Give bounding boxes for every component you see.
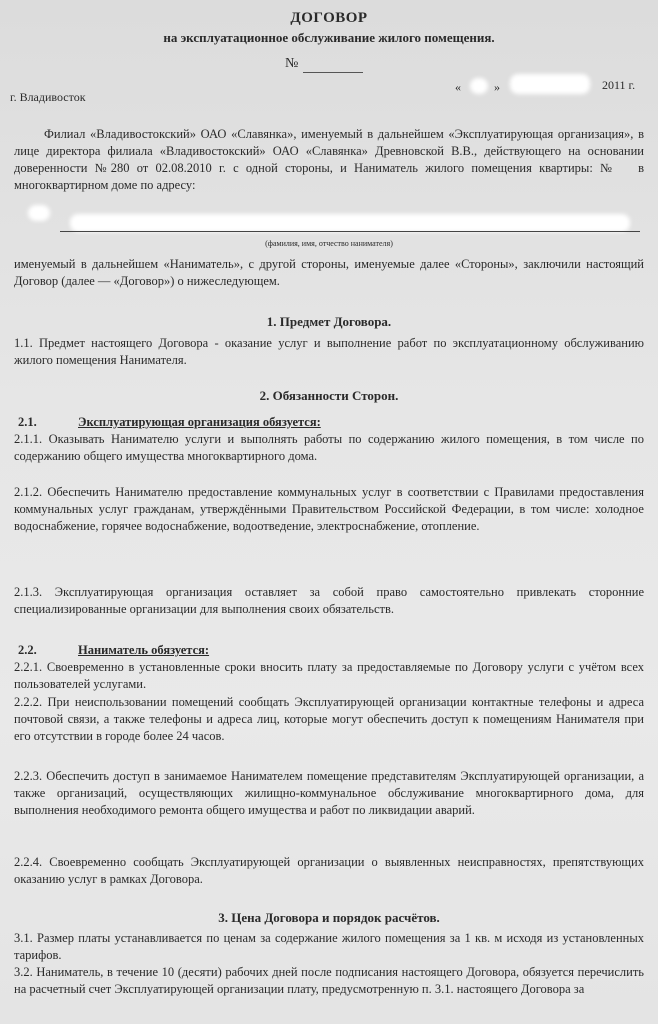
subsection-2-1 — [18, 415, 321, 430]
parties-paragraph: именуемый в дальнейшем «Наниматель», с другой стороны, именуемые далее «Стороны», заключили настоящий Договор (далее — «Договор») о нижеследующем. — [14, 257, 644, 288]
preamble-address-label: в многоквартирном доме по адресу: — [14, 161, 644, 192]
clause-2-1-1: 2.1.1. Оказывать Нанимателю услуги и выполнять работы по содержанию жилого помещения, в том числе по содержанию общего имущества многоквартирного дома. — [14, 432, 644, 463]
redacted-apartment — [28, 205, 50, 221]
clause-3-2: 3.2. Наниматель, в течение 10 (десяти) рабочих дней после подписания настоящего Договора, обязуется перечислить на расчетный счет Эксплуатирующей организации плату, предусмотренную п. 3.1. настоящего Договора за — [14, 965, 644, 996]
date-year: 2011 г. — [602, 78, 636, 92]
redacted-address — [70, 214, 630, 232]
clause-3-1: 3.1. Размер платы устанавливается по ценам за содержание жилого помещения за 1 кв. м исходя из установленных тарифов. — [14, 931, 644, 962]
document-subtitle: на эксплуатационное обслуживание жилого помещения. — [163, 30, 495, 45]
subsection-2-1-title: Эксплуатирующая организация обязуется: — [78, 415, 321, 429]
redacted-day — [470, 78, 488, 94]
subsection-2-1-number: 2.1. — [18, 415, 37, 429]
preamble-text: Филиал «Владивостокский» ОАО «Славянка», именуемый в дальнейшем «Эксплуатирующая организация», в лице директора филиала «Владивостокский» ОАО «Славянка» Древновской В.В., действующего на основании доверенности №280 от 02.08.2010 г. с одной стороны, и Наниматель жилого помещения квартиры: № — [14, 127, 644, 175]
subsection-2-2 — [18, 643, 209, 658]
subsection-2-2-number: 2.2. — [18, 643, 37, 657]
section2-heading: 2. Обязанности Сторон. — [259, 388, 399, 403]
redacted-month — [510, 74, 590, 94]
section1-heading: 1. Предмет Договора. — [266, 314, 392, 329]
document-title: ДОГОВОР — [290, 10, 368, 26]
clause-2-2-1: 2.2.1. Своевременно в установленные сроки вносить плату за предоставляемые по Договору услуги с учётом всех пользователей услугами. — [14, 660, 644, 691]
city-label: г. Владивосток — [10, 90, 86, 104]
clause-2-2-2: 2.2.2. При неиспользовании помещений сообщать Эксплуатирующей организации контактные телефоны и адреса почтовой связи, а также телефоны и адреса лиц, которые могут обеспечить доступ к помещениям Нанимателя при его отсутствии в городе более 24 часов. — [14, 695, 644, 743]
subsection-2-2-title: Наниматель обязуется: — [78, 643, 210, 657]
contract-number-blank — [303, 72, 363, 73]
clause-2-1-3: 2.1.3. Эксплуатирующая организация оставляет за собой право самостоятельно привлекать сторонние специализированные организации для выполнения своих обязательств. — [14, 585, 644, 616]
preamble-paragraph — [14, 126, 644, 194]
name-signature-line — [60, 231, 640, 232]
clause-2-2-4: 2.2.4. Своевременно сообщать Эксплуатирующей организации о выявленных неисправностях, препятствующих оказанию услуг в рамках Договора. — [14, 855, 644, 886]
date-quote-open: « — [455, 80, 461, 94]
date-quote-close: » — [494, 80, 500, 94]
clause-2-1-2: 2.1.2. Обеспечить Нанимателю предоставление коммунальных услуг в соответствии с Правилами предоставления коммунальных услуг гражданам, утверждёнными Правительством Российской Федерации, в том числе: холодное водоснабжение, горячее водоснабжение, водоотведение, электроснабжение, отопление. — [14, 485, 644, 533]
contract-number-label: № — [285, 56, 299, 71]
clause-1-1: 1.1. Предмет настоящего Договора - оказание услуг и выполнение работ по эксплуатационному обслуживанию жилого помещения Нанимателя. — [14, 336, 644, 367]
name-caption: (фамилия, имя, отчество нанимателя) — [265, 239, 393, 248]
section3-heading: 3. Цена Договора и порядок расчётов. — [218, 910, 440, 925]
clause-2-2-3: 2.2.3. Обеспечить доступ в занимаемое Нанимателем помещение представителям Эксплуатирующей организации, а также организаций, осуществляющих жилищно-коммунальное обслуживание многоквартирного дома, для выполнения необходимого ремонта общего имущества и работ по ликвидации аварий. — [14, 769, 644, 817]
